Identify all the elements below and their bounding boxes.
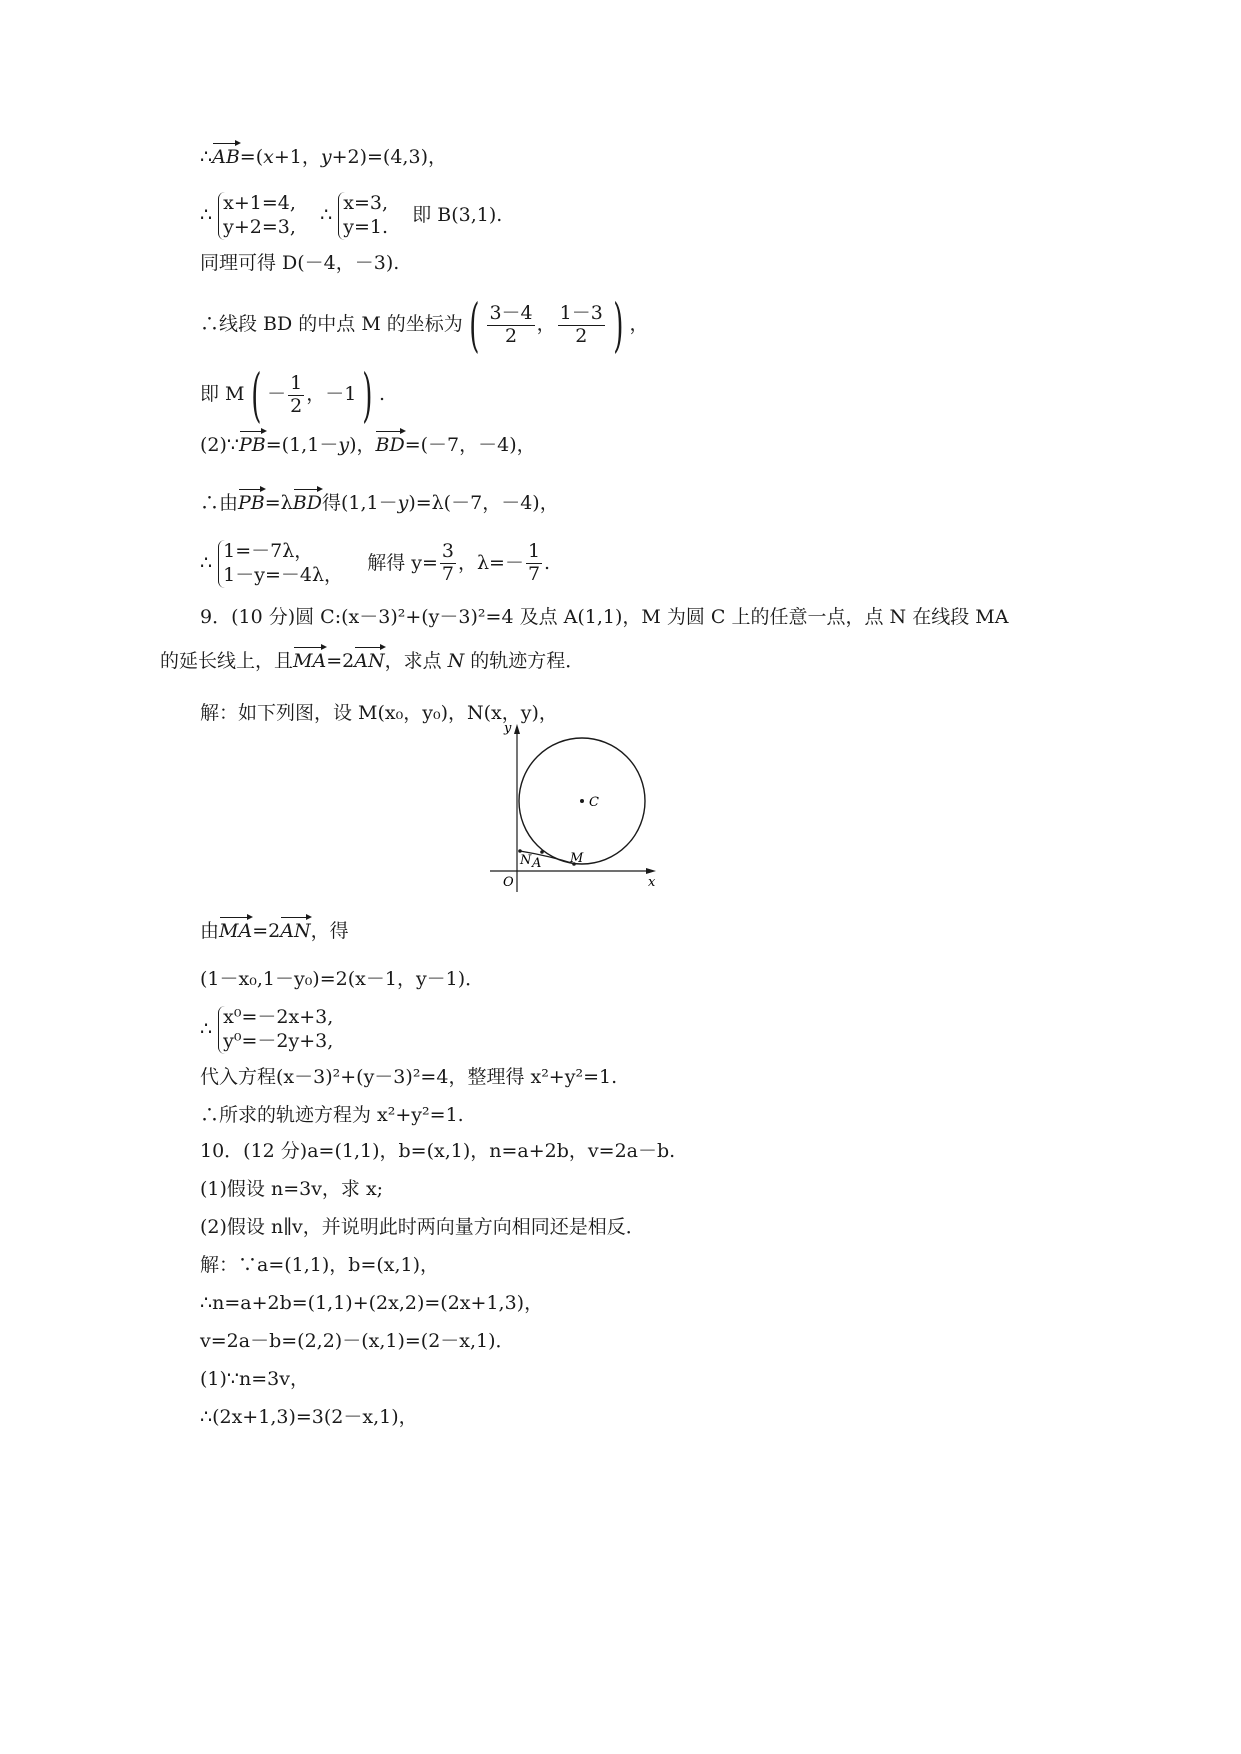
y-axis-label: y [504,721,512,736]
origin-label: O [503,875,514,890]
solution-10-e: ∴(2x+1,3)=3(2－x,1)， [200,1406,418,1428]
solution-9-intro: 解：如下列图，设 M(x₀，y₀)，N(x，y)， [200,702,558,724]
solution-9-result: ∴所求的轨迹方程为 x²+y²=1. [200,1104,464,1126]
line-midpoint: ∴线段 BD 的中点 M 的坐标为 ( $\frac{3-4}{2}$ ， $\frac{1-3}{2}$ ) ， [200,291,649,359]
x-axis-label: x [648,875,656,890]
point-m-label: M [570,851,584,866]
line-point-d: 同理可得 D(－4，－3). [200,252,400,274]
solution-10-c: v=2a－b=(2,2)－(x,1)=(2－x,1)． [200,1330,515,1352]
solution-10-a: 解：∵a=(1,1)，b=(x,1)， [200,1254,440,1276]
problem-9-line1: 9．(10 分)圆 C:(x－3)²+(y－3)²=4 及点 A(1,1)，M 为圆 C 上的任意一点，点 N 在线段 MA [200,606,1009,628]
problem-9-line2: 的延长线上，且MA=2AN，求点 N 的轨迹方程． [160,650,585,672]
solution-9-ma-an: 由MA=2AN，得 [200,920,349,942]
solution-10-d: (1)∵n=3v， [200,1368,309,1390]
circle-diagram [503,721,670,980]
solution-10-b: ∴n=a+2b=(1,1)+(2x,2)=(2x+1,3)， [200,1292,544,1314]
point-n-label: N [520,853,532,868]
center-label: C [589,795,599,810]
point-a-label: A [532,856,542,871]
problem-10: 10．(12 分)a=(1,1)，b=(x,1)，n=a+2b，v=2a－b. [200,1140,676,1162]
line-pb-bd: (2)∵PB=(1,1－y)，BD=(－7，－4)， [200,434,536,456]
solution-9-substitute: 代入方程(x－3)²+(y－3)²=4，整理得 x²+y²=1. [200,1066,618,1088]
problem-10-part1: (1)假设 n=3v，求 x; [200,1178,384,1200]
line-m-coord: 即 M ( － $\frac{1}{2}$ ，－1 ) . [200,361,386,429]
line-system-1: ∴ x+1=4, y+2=3, ∴ x=3, y=1. 即 B(3,1). [200,192,503,238]
line-lambda: ∴由PB=λBD得(1,1－y)=λ(－7，－4)， [200,492,559,514]
line-system-2: ∴ 1=－7λ， 1－y=－4λ， 解得 y= $\frac{3}{7}$ ，λ=－ $\frac{1}{7}$ . [200,540,551,586]
problem-10-part2: (2)假设 n∥v，并说明此时两向量方向相同还是相反． [200,1216,645,1238]
solution-9-eq: (1－x₀,1－y₀)=2(x－1，y－1)． [200,968,485,990]
line-ab-vector: ∴AB=(x+1，y+2)=(4,3)， [200,146,447,168]
solution-9-system: ∴ x⁰=－2x+3, y⁰=－2y+3, [200,1006,334,1052]
